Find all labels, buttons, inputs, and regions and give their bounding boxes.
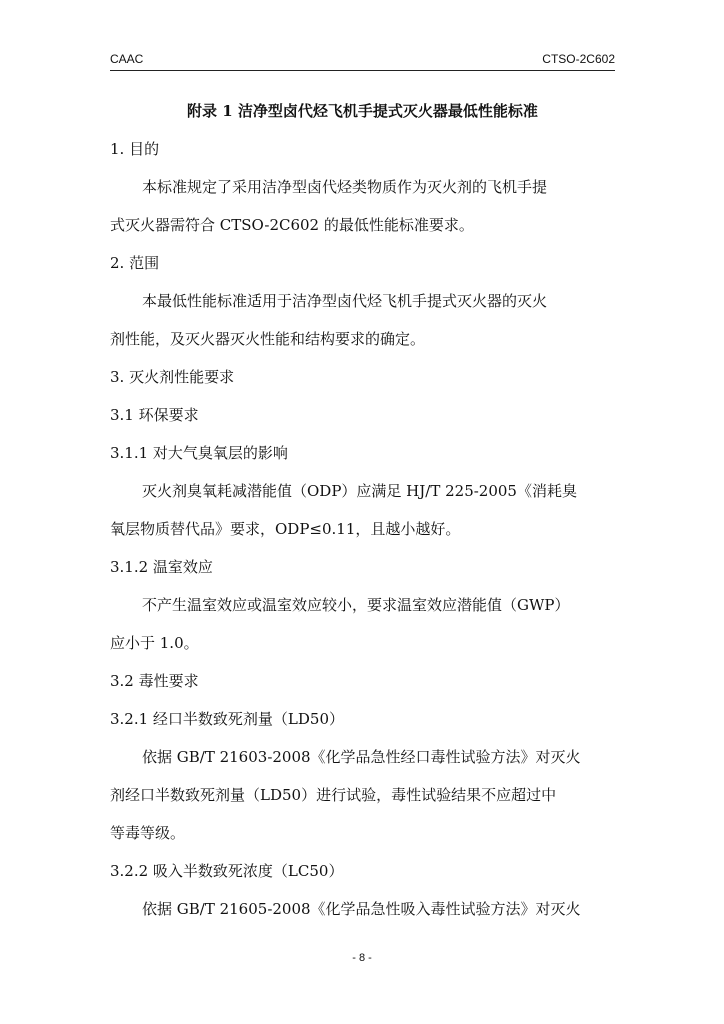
paragraph-line: 本最低性能标准适用于洁净型卤代烃飞机手提式灭火器的灭火 — [142, 292, 548, 310]
header-doc-id: CTSO-2C602 — [542, 52, 615, 66]
page-header — [110, 52, 615, 71]
paragraph-line: 剂经口半数致死剂量（LD50）进行试验，毒性试验结果不应超过中 — [110, 786, 557, 804]
paragraph-line: 依据 GB/T 21603-2008《化学品急性经口毒性试验方法》对灭火 — [142, 748, 581, 766]
section-heading-scope: 2. 范围 — [110, 254, 160, 272]
subsection-heading: 3.2.1 经口半数致死剂量（LD50） — [110, 710, 345, 728]
subsection-heading: 3.1 环保要求 — [110, 406, 199, 424]
paragraph-line: 应小于 1.0。 — [110, 634, 199, 652]
paragraph-line: 不产生温室效应或温室效应较小，要求温室效应潜能值（GWP） — [142, 596, 570, 614]
paragraph-line: 剂性能，及灭火器灭火性能和结构要求的确定。 — [110, 330, 426, 348]
paragraph-line: 式灭火器需符合 CTSO-2C602 的最低性能标准要求。 — [110, 216, 474, 234]
header-org: CAAC — [110, 52, 144, 66]
section-heading-agent-performance: 3. 灭火剂性能要求 — [110, 368, 235, 386]
subsection-heading: 3.1.1 对大气臭氧层的影响 — [110, 444, 288, 462]
paragraph-line: 本标准规定了采用洁净型卤代烃类物质作为灭火剂的飞机手提 — [142, 178, 548, 196]
subsection-heading: 3.2 毒性要求 — [110, 672, 199, 690]
paragraph-line: 灭火剂臭氧耗减潜能值（ODP）应满足 HJ/T 225-2005《消耗臭 — [142, 482, 577, 500]
page-number: - 8 - — [352, 952, 372, 964]
document-body — [110, 92, 615, 928]
paragraph-line: 等毒等级。 — [110, 824, 186, 842]
subsection-heading: 3.2.2 吸入半数致死浓度（LC50） — [110, 862, 344, 880]
section-heading-purpose: 1. 目的 — [110, 140, 160, 158]
paragraph-line: 氧层物质替代品》要求，ODP≤0.11，且越小越好。 — [110, 520, 461, 538]
subsection-heading: 3.1.2 温室效应 — [110, 558, 213, 576]
paragraph-line: 依据 GB/T 21605-2008《化学品急性吸入毒性试验方法》对灭火 — [142, 900, 581, 918]
appendix-title: 附录 1 洁净型卤代烃飞机手提式灭火器最低性能标准 — [187, 102, 538, 120]
